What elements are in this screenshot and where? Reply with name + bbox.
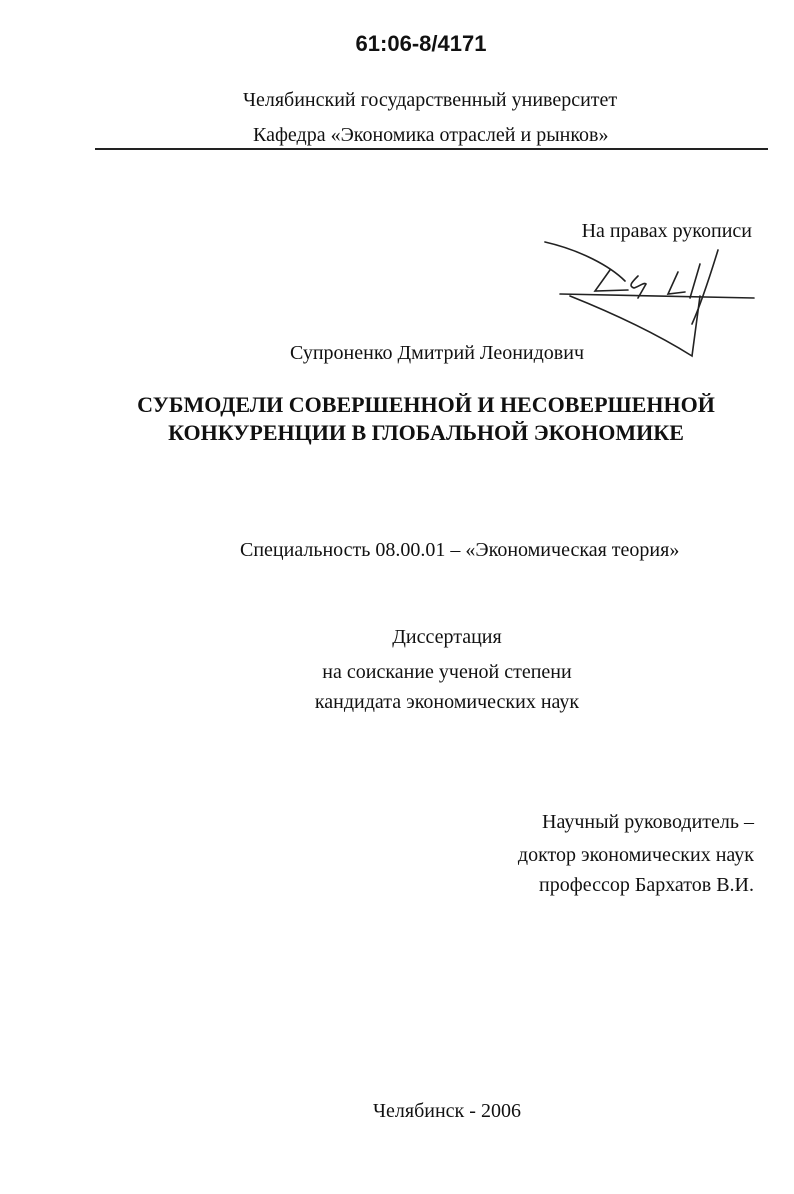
manuscript-note: На правах рукописи bbox=[581, 220, 752, 242]
thesis-title-line-1: СУБМОДЕЛИ СОВЕРШЕННОЙ И НЕСОВЕРШЕННОЙ bbox=[137, 392, 715, 417]
degree-line-2: на соискание ученой степени bbox=[322, 661, 572, 683]
thesis-title-line-2: КОНКУРЕНЦИИ В ГЛОБАЛЬНОЙ ЭКОНОМИКЕ bbox=[168, 420, 684, 445]
degree-line-1: Диссертация bbox=[392, 626, 502, 648]
author-name: Супроненко Дмитрий Леонидович bbox=[290, 342, 585, 364]
supervisor-line-2: доктор экономических наук bbox=[517, 844, 754, 866]
specialty: Специальность 08.00.01 – «Экономическая теория» bbox=[240, 539, 680, 561]
city-year: Челябинск - 2006 bbox=[373, 1100, 521, 1122]
header-divider bbox=[95, 148, 768, 150]
supervisor-line-3: профессор Бархатов В.И. bbox=[539, 874, 754, 896]
supervisor-line-1: Научный руководитель – bbox=[542, 811, 754, 833]
degree-line-3: кандидата экономических наук bbox=[314, 691, 580, 713]
catalog-code: 61:06-8/4171 bbox=[355, 31, 487, 56]
department-name: Кафедра «Экономика отраслей и рынков» bbox=[253, 124, 609, 146]
university-name: Челябинский государственный университет bbox=[243, 89, 618, 111]
